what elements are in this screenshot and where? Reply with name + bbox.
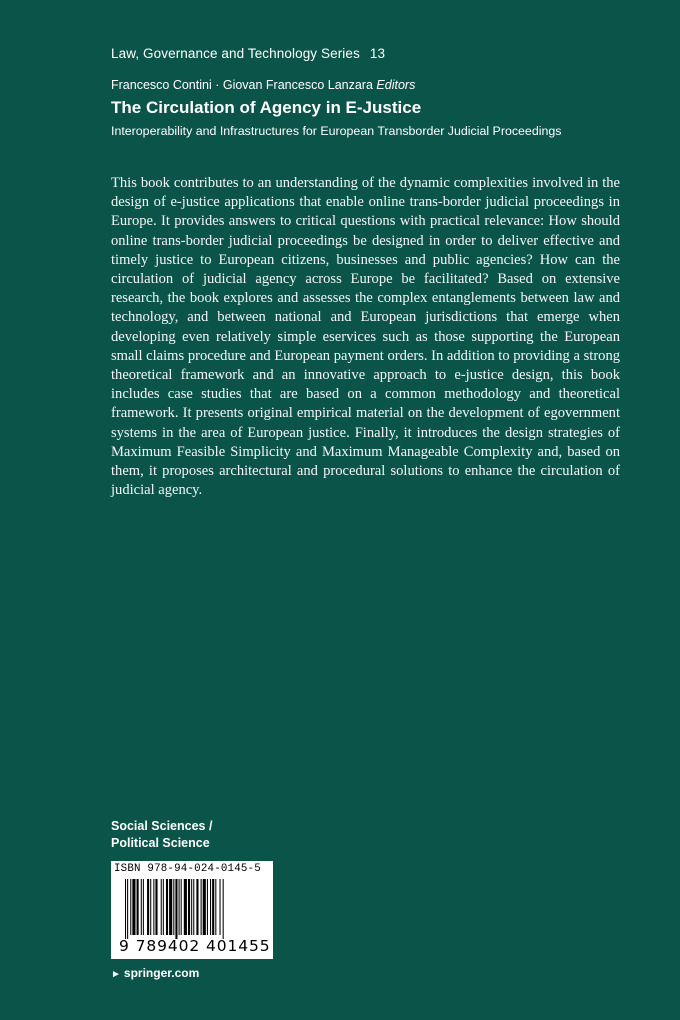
barcode-bar bbox=[137, 879, 139, 935]
barcode-bar bbox=[173, 879, 174, 935]
barcode-bar bbox=[169, 879, 172, 935]
series-name: Law, Governance and Technology Series bbox=[111, 46, 360, 61]
barcode-bar bbox=[161, 879, 162, 935]
barcode-digits: 9 789402 401455 bbox=[119, 937, 271, 955]
publisher-link[interactable] bbox=[111, 966, 199, 980]
barcode-bar bbox=[132, 879, 135, 935]
barcode-bar bbox=[223, 879, 224, 939]
barcode-bar bbox=[150, 879, 151, 935]
barcode-bar bbox=[203, 879, 206, 935]
barcode-bar bbox=[184, 879, 187, 935]
barcode-bar bbox=[166, 879, 168, 935]
book-subtitle: Interoperability and Infrastructures for European Transborder Judicial Proceedings bbox=[111, 124, 562, 138]
editors-role: Editors bbox=[376, 78, 416, 92]
barcode-bar bbox=[215, 879, 216, 935]
series-line bbox=[111, 46, 385, 61]
barcode-bar bbox=[207, 879, 208, 935]
barcode-bar bbox=[163, 879, 164, 935]
subject-category: Social Sciences / Political Science bbox=[111, 819, 213, 850]
barcode-bar bbox=[191, 879, 192, 935]
isbn-barcode bbox=[111, 861, 273, 959]
arrow-right-icon: ► bbox=[111, 969, 121, 980]
barcode-bar bbox=[188, 879, 190, 935]
barcode-bar bbox=[212, 879, 214, 935]
book-title: The Circulation of Agency in E-Justice bbox=[111, 98, 422, 117]
barcode-bar bbox=[196, 879, 198, 935]
barcode-bar bbox=[125, 879, 126, 939]
barcode-bar bbox=[153, 879, 154, 935]
editors-line bbox=[111, 78, 415, 92]
isbn-label: ISBN 978-94-024-0145-5 bbox=[114, 863, 261, 875]
editor-names: Francesco Contini · Giovan Francesco Lanzara bbox=[111, 78, 373, 92]
barcode-bar bbox=[130, 879, 131, 935]
barcode-bar bbox=[201, 879, 202, 935]
series-number: 13 bbox=[369, 46, 386, 61]
book-description: This book contributes to an understanding of the dynamic complexities involved in the design of e-justice applications that enable online trans-border judicial proceedings in Europe. It provides answers to critical questions with practical relevance: How should online trans-border judicial proceedings be designed in order to deliver effective and timely justice to European citizens, businesses and public agencies? How can the circulation of judicial agency across Europe be facilitated? Based on extensive research, the book explores and assesses the complex entanglements between law and technology, and between national and European jurisdictions that emerge when developing even relatively simple eservices such as those supporting the European small claims procedure and European payment orders. In addition to providing a strong theoretical framework and an innovative approach to e-justice design, this book includes case studies that are based on a common methodology and theoretical framework. It presents original empirical material on the development of egovernment systems in the area of European justice. Finally, it introduces the design strategies of Maximum Feasible Simplicity and Maximum Manageable Complexity and, based on them, it proposes architectural and procedural solutions to enhance the circulation of judicial agency. bbox=[111, 175, 620, 499]
barcode-bar bbox=[179, 879, 180, 935]
barcode-bar bbox=[141, 879, 142, 935]
barcode-bar bbox=[155, 879, 157, 935]
barcode-bar bbox=[193, 879, 194, 935]
barcode-bar bbox=[210, 879, 211, 935]
barcode-bar bbox=[127, 879, 128, 939]
barcode-bar bbox=[143, 879, 144, 935]
barcode-bar bbox=[181, 879, 182, 935]
barcode-bar bbox=[220, 879, 221, 935]
publisher-url: springer.com bbox=[123, 966, 200, 980]
barcode-bar bbox=[175, 879, 177, 939]
barcode-bar bbox=[147, 879, 149, 935]
